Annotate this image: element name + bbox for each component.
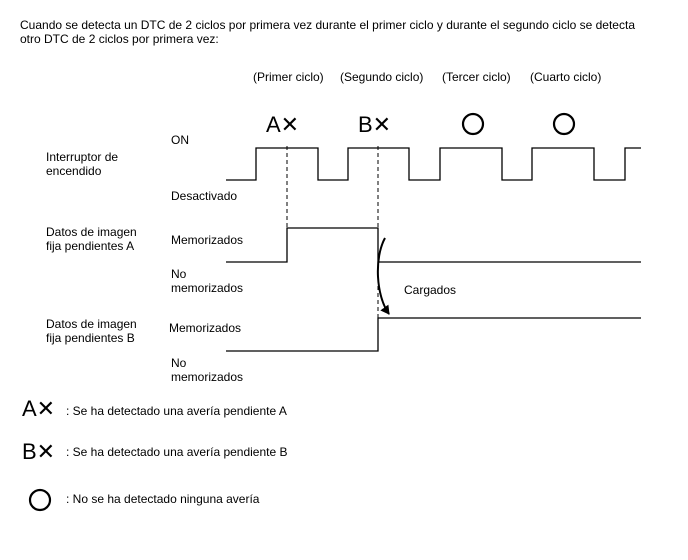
cycle-mark-3-circle-icon xyxy=(463,114,483,134)
legend-text-b: : Se ha detectado una avería pendiente B xyxy=(66,445,288,459)
cycle-label-4: (Cuarto ciclo) xyxy=(530,70,602,84)
cycle-label-1: (Primer ciclo) xyxy=(253,70,324,84)
ignition-name-1: Interruptor de xyxy=(46,150,119,164)
loaded-arrow xyxy=(378,238,389,314)
loaded-label: Cargados xyxy=(404,283,457,297)
freeze-a-name-1: Datos de imagen xyxy=(46,225,137,239)
freeze-a-name-2: fija pendientes A xyxy=(46,239,135,253)
ignition-waveform xyxy=(226,148,641,180)
cycle-mark-2: B✕ xyxy=(358,112,392,137)
freeze-b-name-2: fija pendientes B xyxy=(46,331,135,345)
freeze-b-low-label-2: memorizados xyxy=(171,370,244,384)
header-line-2: otro DTC de 2 ciclos por primera vez: xyxy=(20,32,219,46)
header-line-1: Cuando se detecta un DTC de 2 ciclos por primera vez durante el primer ciclo y durante el segundo ciclo se detecta xyxy=(20,18,635,32)
legend-text-circle: : No se ha detectado ninguna avería xyxy=(66,492,260,506)
legend-circle-icon xyxy=(30,490,50,510)
ignition-name-2: encendido xyxy=(46,164,102,178)
freeze-b-high-label: Memorizados xyxy=(169,321,242,335)
ignition-low-label: Desactivado xyxy=(171,189,238,203)
freeze-a-low-label-1: No xyxy=(171,267,187,281)
freeze-a-high-label: Memorizados xyxy=(171,233,244,247)
legend-mark-b: B✕ xyxy=(22,439,56,464)
freeze-a-low-label-2: memorizados xyxy=(171,281,244,295)
legend-text-a: : Se ha detectado una avería pendiente A xyxy=(66,404,287,418)
cycle-label-3: (Tercer ciclo) xyxy=(442,70,511,84)
freeze-b-low-label-1: No xyxy=(171,356,187,370)
freeze-b-waveform xyxy=(226,318,641,351)
legend-mark-a: A✕ xyxy=(22,396,56,421)
freeze-b-name-1: Datos de imagen xyxy=(46,317,137,331)
cycle-mark-1: A✕ xyxy=(266,112,300,137)
cycle-label-2: (Segundo ciclo) xyxy=(340,70,424,84)
cycle-mark-4-circle-icon xyxy=(554,114,574,134)
freeze-a-waveform xyxy=(226,228,641,262)
ignition-high-label: ON xyxy=(171,133,189,147)
